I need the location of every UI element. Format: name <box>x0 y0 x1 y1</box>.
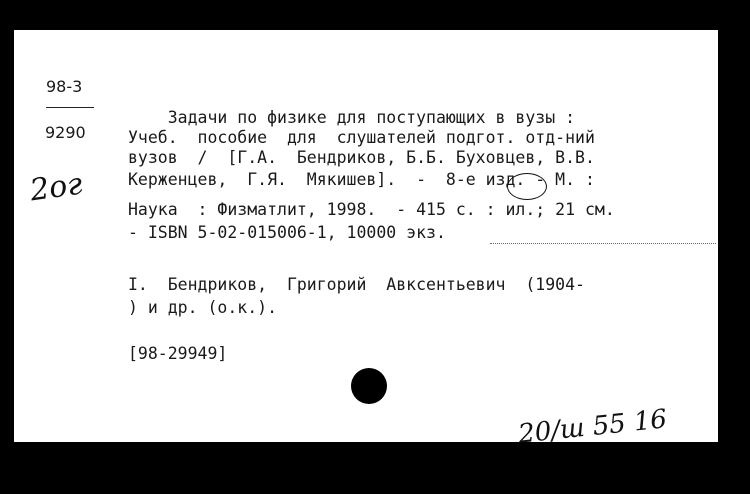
tracing-line: I. Бендриков, Григорий Авксентьевич (1904- <box>128 275 585 294</box>
dotted-guide-line <box>490 243 716 244</box>
entry-line: Наука : Физматлит, 1998. - 415 с. : ил.; 21 см. <box>128 200 615 219</box>
entry-line: Учеб. пособие для слушателей подгот. отд-ний <box>128 128 595 147</box>
edition-circle-mark <box>507 173 547 200</box>
punch-hole <box>351 368 387 404</box>
call-number-top: 98-3 <box>46 77 83 96</box>
handwritten-margin-note: 2ог <box>27 166 85 209</box>
entry-line: - ISBN 5-02-015006-1, 10000 экз. <box>128 223 446 242</box>
handwritten-bottom-note: 20/ш 55 16 <box>516 404 669 450</box>
call-number-bottom: 9290 <box>45 123 86 142</box>
catalog-card <box>14 30 718 450</box>
entry-line: Керженцев, Г.Я. Мякишев]. - 8-е изд. - М. : <box>128 170 595 189</box>
entry-line: Задачи по физике для поступающих в вузы : <box>128 108 576 127</box>
record-number: [98-29949] <box>128 344 228 363</box>
call-number-divider <box>46 107 94 108</box>
entry-line: вузов / [Г.А. Бендриков, Б.Б. Буховцев, В.В. <box>128 148 595 167</box>
tracing-line: ) и др. (о.к.). <box>128 298 278 317</box>
